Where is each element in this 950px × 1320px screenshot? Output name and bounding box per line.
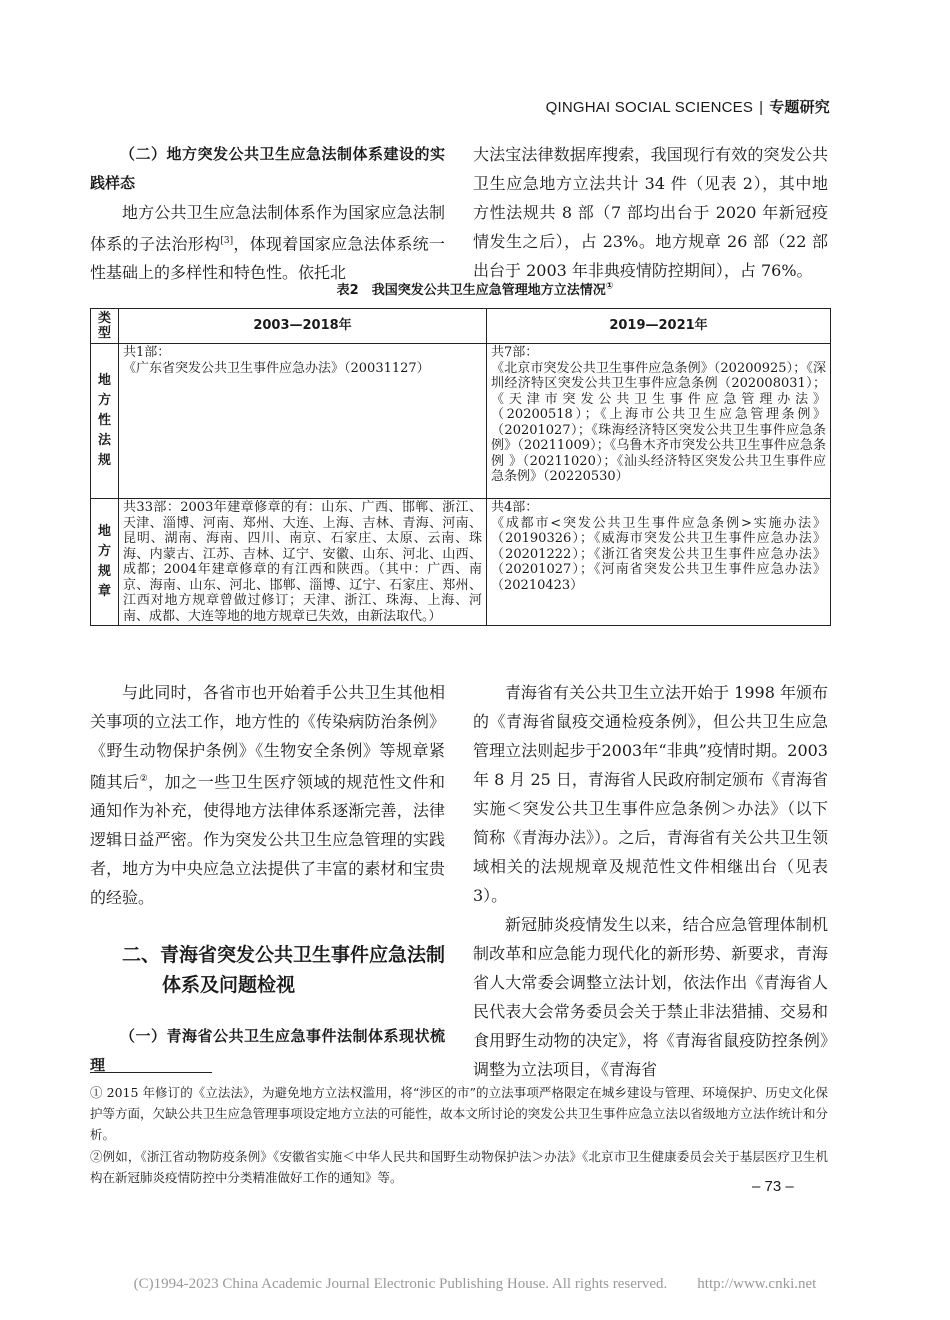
bottom-left-column xyxy=(90,678,445,1080)
footnote-2: ②例如，《浙江省动物防疫条例》《安徽省实施＜中华人民共和国野生动物保护法＞办法》《北京市卫生健康委员会关于基层医疗卫生机构在新冠肺炎疫情防控中分类精准做好工作的通知》等。 xyxy=(90,1149,828,1185)
paragraph: 青海省有关公共卫生立法开始于 1998 年颁布的《青海省鼠疫交通检疫条例》，但公共卫生应急管理立法则起步于2003年“非典”疫情时期。2003 年 8 月 25 日，青海省人民政府制定颁布《青海省实施＜突发公共卫生事件应急条例＞办法》（以下简称《青海办法》）。之后，青海省有关公共卫生领域相关的法规规章及规范性文件相继出台（见表 3）。 xyxy=(473,683,828,905)
reference-mark: [3] xyxy=(220,236,234,246)
header-2003-2018: 2003—2018年 xyxy=(119,309,487,344)
paragraph: 与此同时，各省市也开始着手公共卫生其他相关事项的立法工作，地方性的《传染病防治条例》《野生动物保护条例》《生物安全条例》等规章紧随其后②，加之一些卫生医疗领域的规范性文件和通知作为补充，使得地方法律体系逐渐完善，法律逻辑日益严密。作为突发公共卫生应急管理的实践者，地方为中央应急立法提供了丰富的素材和宝贵的经验。 xyxy=(90,683,445,908)
table-cell: 共7部： 《北京市突发公共卫生事件应急条例》（20200925）；《深圳经济特区突发公共卫生事件应急条例（202008031）；《天津市突发公共卫生事件应急管理办法》（20200518）；《上海市公共卫生应急管理条例》（20201027）；《珠海经济特区突发公共卫生事件应急条例》（20211009）；《乌鲁木齐市突发公共卫生事件应急条例 》（20211020）；《汕头经济特区突发公共卫生事件应急条例》（20220530） xyxy=(487,344,831,499)
paragraph: 新冠肺炎疫情发生以来，结合应急管理体制机制改革和应急能力现代化的新形势、新要求，青海省人大常委会调整立法计划，依法作出《青海省人民代表大会常务委员会关于禁止非法猎捕、交易和食用野生动物的决定》，将《青海省鼠疫防控条例》调整为立法项目，《青海省 xyxy=(473,915,828,1079)
row-type: 地方性法规 xyxy=(91,344,119,499)
subsection-heading: （二）地方突发公共卫生应急法制体系建设的实践样态 xyxy=(90,145,445,192)
journal-name: QINGHAI SOCIAL SCIENCES xyxy=(545,99,754,116)
table-header-row xyxy=(91,309,831,344)
header-type: 类型 xyxy=(91,309,119,344)
table-row xyxy=(91,344,831,499)
running-header xyxy=(546,96,830,117)
footnote-divider xyxy=(90,1072,212,1073)
copyright-watermark: (C)1994-2023 China Academic Journal Electronic Publishing House. All rights reserved. http://www.cnki.net xyxy=(133,1276,817,1292)
paragraph: 大法宝法律数据库搜索，我国现行有效的突发公共卫生应急地方立法共计 34 件（见表 2），其中地方性法规共 8 部（7 部均出台于 2020 年新冠疫情发生之后），占 23%。地方规章 26 部（22 部出台于 2003 年非典疫情防控期间），占 76%。 xyxy=(473,145,828,280)
footnote-mark: ② xyxy=(139,774,149,784)
footnote-mark: ① xyxy=(605,281,614,292)
header-2019-2021: 2019—2021年 xyxy=(487,309,831,344)
table-cell: 共33部：2003年建章修章的有：山东、广西、邯郸、浙江、天津、淄博、河南、郑州、大连、上海、吉林、青海、河南、昆明、湖南、海南、四川、南京、石家庄、太原、云南、珠海、内蒙古、江苏、吉林、辽宁、安徽、山东、河北、山西、成都；2004年建章修章的有江西和陕西。（其中：广西、南京、海南、山东、河北、邯郸、淄博、辽宁、石家庄、郑州、江西对地方规章曾做过修订；天津、浙江、珠海、上海、河南、成都、大连等地的地方规章已失效，由新法取代。） xyxy=(119,499,487,626)
table-cell: 共1部： 《广东省突发公共卫生事件应急办法》（20031127） xyxy=(119,344,487,499)
legislation-table xyxy=(90,308,831,626)
header-separator: | xyxy=(759,99,764,116)
table-row xyxy=(91,499,831,626)
footnote-1: ① 2015 年修订的《立法法》，为避免地方立法权滥用，将“涉区的市”的立法事项严格限定在城乡建设与管理、环境保护、历史文化保护等方面，欠缺公共卫生应急管理事项设定地方立法的可能性，故本文所讨论的突发公共卫生事件应急立法以省级地方立法作统计和分析。 xyxy=(90,1085,828,1142)
section-name: 专题研究 xyxy=(769,99,830,116)
top-right-column xyxy=(473,140,828,285)
section-heading: 二、青海省突发公共卫生事件应急法制 体系及问题检视 xyxy=(122,944,446,997)
row-type: 地方规章 xyxy=(91,499,119,626)
bottom-right-column xyxy=(473,678,828,1084)
table-caption: 表2 我国突发公共卫生应急管理地方立法情况① xyxy=(336,281,614,298)
subsection-heading: （一）青海省公共卫生应急事件法制体系现状梳理 xyxy=(90,1027,445,1075)
paragraph: 地方公共卫生应急法制体系作为国家应急法制体系的子法治形构[3]，体现着国家应急法体系统一性基础上的多样性和特色性。依托北 xyxy=(90,203,445,283)
top-left-column xyxy=(90,140,445,287)
table-cell: 共4部： 《成都市<突发公共卫生事件应急条例>实施办法》（20190326）；《威海市突发公共卫生事件应急办法》（20201222）；《浙江省突发公共卫生事件应急办法》（20201027）；《河南省突发公共卫生事件应急办法》（20210423） xyxy=(487,499,831,626)
page-number: – 73 – xyxy=(752,1178,794,1195)
